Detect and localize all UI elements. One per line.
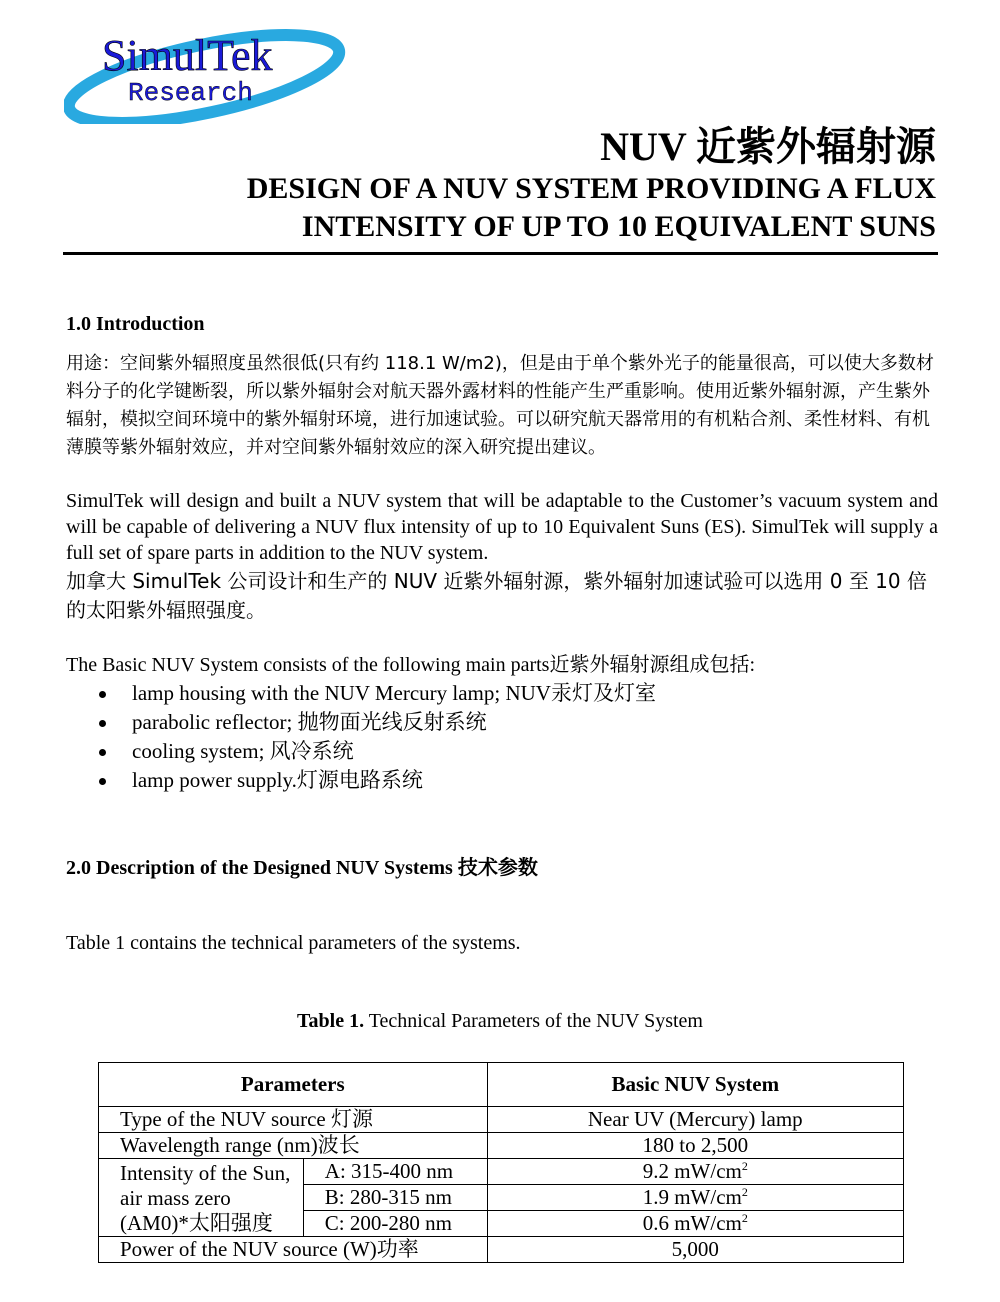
title-block bbox=[247, 124, 936, 246]
table-intro: Table 1 contains the technical parameters of the systems. bbox=[66, 932, 521, 954]
parts-intro: The Basic NUV System consists of the following main parts近紫外辐射源组成包括: bbox=[66, 654, 756, 676]
table-header-row bbox=[99, 1063, 904, 1107]
bullet-icon bbox=[99, 778, 106, 785]
simultek-logo bbox=[64, 24, 349, 124]
list-item-text: parabolic reflector; 抛物面光线反射系统 bbox=[132, 710, 487, 734]
parts-list bbox=[66, 679, 936, 795]
band-c-exponent: 2 bbox=[741, 1211, 748, 1225]
band-b-value-text: 1.9 mW/cm bbox=[642, 1185, 742, 1209]
list-item bbox=[66, 708, 936, 737]
list-item-text: lamp housing with the NUV Mercury lamp; NUV汞灯及灯室 bbox=[132, 681, 656, 705]
table-row bbox=[99, 1159, 904, 1185]
band-a-value-text: 9.2 mW/cm bbox=[642, 1159, 742, 1183]
source-label: Type of the NUV source 灯源 bbox=[99, 1107, 488, 1133]
band-a-value bbox=[487, 1159, 903, 1185]
intensity-label: Intensity of the Sun, air mass zero (AM0)*太阳强度 bbox=[99, 1159, 304, 1237]
intro-cn-paragraph: 用途：空间紫外辐照度虽然很低(只有约 118.1 W/m2)，但是由于单个紫外光子的能量很高，可以使大多数材料分子的化学键断裂，所以紫外辐射会对航天器外露材料的性能产生严重影响。使用近紫外辐射源，产生紫外辐射，模拟空间环境中的紫外辐射环境，进行加速试验。可以研究航天器常用的有机粘合剂、柔性材料、有机薄膜等紫外辐射效应，并对空间紫外辐射效应的深入研究提出建议。 bbox=[66, 353, 934, 458]
band-c: C: 200-280 nm bbox=[303, 1211, 487, 1237]
power-value: 5,000 bbox=[487, 1237, 903, 1263]
table-row bbox=[99, 1237, 904, 1263]
bullet-icon bbox=[99, 720, 106, 727]
list-item-text: cooling system; 风冷系统 bbox=[132, 739, 354, 763]
table-row bbox=[99, 1107, 904, 1133]
title-en-line1: DESIGN OF A NUV SYSTEM PROVIDING A FLUX bbox=[246, 172, 936, 205]
power-label: Power of the NUV source (W)功率 bbox=[99, 1237, 488, 1263]
header-basic-nuv-system: Basic NUV System bbox=[487, 1063, 903, 1107]
list-item bbox=[66, 766, 936, 795]
title-cn: NUV 近紫外辐射源 bbox=[600, 124, 936, 169]
title-divider bbox=[63, 252, 938, 255]
section-heading-introduction: 1.0 Introduction bbox=[66, 313, 205, 335]
list-item bbox=[66, 679, 936, 708]
intro-en-paragraph: SimulTek will design and built a NUV system that will be adaptable to the Customer’s vacuum system and will be capable of delivering a NUV flux intensity of up to 10 Equivalent Suns (ES). SimulTek will supply a full set of spare parts in addition to the NUV system. bbox=[66, 490, 938, 564]
wavelength-value: 180 to 2,500 bbox=[487, 1133, 903, 1159]
logo-text-research: Research bbox=[128, 78, 253, 108]
band-b-exponent: 2 bbox=[741, 1185, 748, 1199]
parameters-table bbox=[98, 1062, 904, 1263]
bullet-icon bbox=[99, 749, 106, 756]
bullet-icon bbox=[99, 691, 106, 698]
logo-text-simultek: SimulTek bbox=[102, 31, 273, 80]
band-a-exponent: 2 bbox=[741, 1159, 748, 1173]
list-item bbox=[66, 737, 936, 766]
table-caption-text: Technical Parameters of the NUV System bbox=[364, 1010, 703, 1032]
band-b: B: 280-315 nm bbox=[303, 1185, 487, 1211]
header-parameters: Parameters bbox=[99, 1063, 488, 1107]
band-c-value-text: 0.6 mW/cm bbox=[642, 1211, 742, 1235]
title-en-line2: INTENSITY OF UP TO 10 EQUIVALENT SUNS bbox=[301, 210, 936, 243]
band-a: A: 315-400 nm bbox=[303, 1159, 487, 1185]
wavelength-label: Wavelength range (nm)波长 bbox=[99, 1133, 488, 1159]
table-caption-label: Table 1. bbox=[297, 1010, 365, 1032]
band-b-value bbox=[487, 1185, 903, 1211]
table-caption bbox=[0, 1010, 1000, 1033]
section-heading-description: 2.0 Description of the Designed NUV Systems 技术参数 bbox=[66, 857, 538, 879]
intro-cn-paragraph-2: 加拿大 SimulTek 公司设计和生产的 NUV 近紫外辐射源，紫外辐射加速试验可以选用 0 至 10 倍的太阳紫外辐照强度。 bbox=[66, 569, 927, 622]
list-item-text: lamp power supply.灯源电路系统 bbox=[132, 768, 423, 792]
band-c-value bbox=[487, 1211, 903, 1237]
source-value: Near UV (Mercury) lamp bbox=[487, 1107, 903, 1133]
table-row bbox=[99, 1133, 904, 1159]
